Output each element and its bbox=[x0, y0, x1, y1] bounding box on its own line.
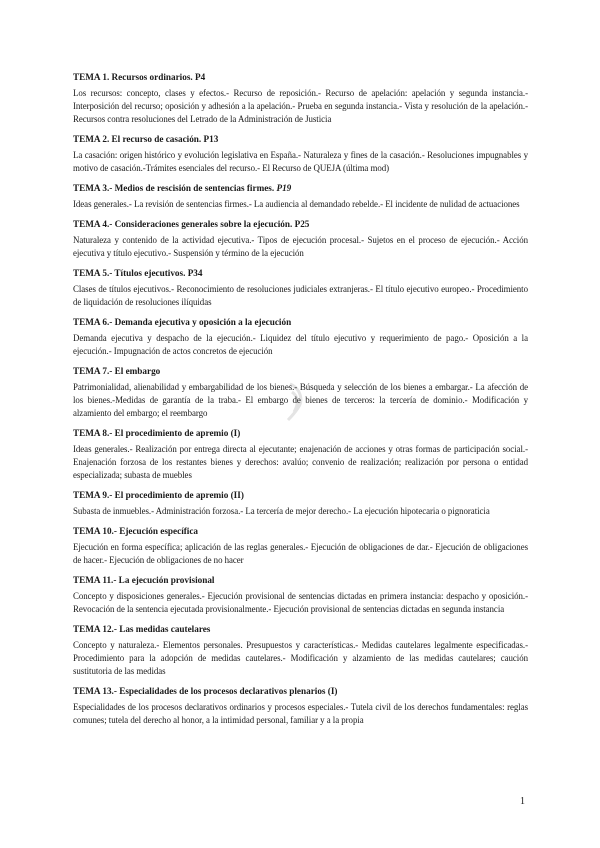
tema-4-title bbox=[73, 217, 528, 231]
tema-12-title bbox=[73, 622, 528, 636]
tema-5-title bbox=[73, 266, 528, 280]
tema-4-body: Naturaleza y contenido de la actividad ejecutiva.- Tipos de ejecución procesal.- Sujetos en el proceso de ejecución.- Acción ejecutiva y título ejecutivo.- Suspensión y término de la ejecución bbox=[73, 235, 528, 258]
tema-4 bbox=[73, 217, 528, 260]
tema-11 bbox=[73, 573, 528, 616]
tema-3-title bbox=[73, 181, 528, 195]
tema-3-page-ref: P19 bbox=[276, 183, 292, 193]
tema-2-body: La casación: origen histórico y evolución legislativa en España.- Naturaleza y fines de la casación.- Resoluciones impugnables y motivo de casación.-Trámites esenciales del recurso.- El Recurso de QUEJA (última mod) bbox=[73, 150, 528, 173]
tema-5-title-text: TEMA 5.- Títulos ejecutivos. bbox=[73, 268, 186, 278]
tema-6-title bbox=[73, 315, 528, 329]
tema-11-title bbox=[73, 573, 528, 587]
page-number: 1 bbox=[520, 796, 525, 807]
tema-2-title bbox=[73, 132, 528, 146]
tema-13-title bbox=[73, 684, 528, 698]
tema-12-title-text: TEMA 12.- Las medidas cautelares bbox=[73, 624, 211, 634]
tema-7-title bbox=[73, 364, 528, 378]
tema-9-body: Subasta de inmuebles.- Administración forzosa.- La tercería de mejor derecho.- La ejecución hipotecaria o pignoraticia bbox=[73, 506, 490, 516]
tema-11-body: Concepto y disposiciones generales.- Ejecución provisional de sentencias dictadas en primera instancia: despacho y oposición.- Revocación de la sentencia ejecutada provisionalmente.- Ejecución provisional de sentencias dictadas en segunda instancia bbox=[73, 591, 528, 614]
tema-11-title-text: TEMA 11.- La ejecución provisional bbox=[73, 575, 215, 585]
tema-1-body: Los recursos: concepto, clases y efectos.- Recurso de reposición.- Recurso de apelación: apelación y segunda instancia.- Interposición del recurso; oposición y adhesión a la apelación.- Prueba en segunda instancia.- Vista y resolución de la apelación.- Recursos contra resoluciones del Letrado de la Administración de Justicia bbox=[73, 88, 528, 124]
tema-12-body: Concepto y naturaleza.- Elementos personales. Presupuestos y características.- Medidas cautelares legalmente especificadas.- Procedimiento para la adopción de medidas cautelares.- Modificación y alzamiento de las medidas cautelares; caución sustitutoria de las medidas bbox=[73, 640, 528, 676]
tema-13-title-text: TEMA 13.- Especialidades de los procesos declarativos plenarios (I) bbox=[73, 686, 338, 696]
tema-8-title bbox=[73, 426, 528, 440]
tema-4-title-text: TEMA 4.- Consideraciones generales sobre la ejecución. bbox=[73, 219, 293, 229]
tema-10 bbox=[73, 524, 528, 567]
tema-3 bbox=[73, 181, 528, 211]
tema-5-body: Clases de títulos ejecutivos.- Reconocimiento de resoluciones judiciales extranjeras.- El título ejecutivo europeo.- Procedimiento de liquidación de resoluciones ilíquidas bbox=[73, 284, 528, 307]
tema-5 bbox=[73, 266, 528, 309]
tema-8 bbox=[73, 426, 528, 482]
tema-2-title-text: TEMA 2. El recurso de casación. bbox=[73, 134, 202, 144]
tema-3-title-text: TEMA 3.- Medios de rescisión de sentencias firmes. bbox=[73, 183, 275, 193]
tema-10-body: Ejecución en forma específica; aplicación de las reglas generales.- Ejecución de obligaciones de dar.- Ejecución de obligaciones de hacer.- Ejecución de obligaciones de no hacer bbox=[73, 542, 528, 565]
tema-8-title-text: TEMA 8.- El procedimiento de apremio (I) bbox=[73, 428, 241, 438]
tema-5-page-ref: P34 bbox=[187, 268, 203, 278]
tema-2 bbox=[73, 132, 528, 175]
tema-6-title-text: TEMA 6.- Demanda ejecutiva y oposición a la ejecución bbox=[73, 317, 292, 327]
tema-1-page-ref: P4 bbox=[195, 72, 206, 82]
tema-9-title-text: TEMA 9.- El procedimiento de apremio (II) bbox=[73, 490, 244, 500]
tema-13 bbox=[73, 684, 528, 727]
tema-9-title bbox=[73, 488, 528, 502]
tema-7-title-text: TEMA 7.- El embargo bbox=[73, 366, 161, 376]
tema-13-body: Especialidades de los procesos declarativos ordinarios y procesos especiales.- Tutela civil de los derechos fundamentales: reglas comunes; tutela del derecho al honor, a la intimidad personal, familiar y a la propia bbox=[73, 702, 528, 725]
tema-3-body: Ideas generales.- La revisión de sentencias firmes.- La audiencia al demandado rebelde.- El incidente de nulidad de actuaciones bbox=[73, 199, 520, 209]
tema-1-title-text: TEMA 1. Recursos ordinarios. bbox=[73, 72, 193, 82]
tema-10-title bbox=[73, 524, 528, 538]
tema-10-title-text: TEMA 10.- Ejecución específica bbox=[73, 526, 199, 536]
tema-6 bbox=[73, 315, 528, 358]
tema-12 bbox=[73, 622, 528, 678]
tema-7-body: Patrimonialidad, alienabilidad y embargabilidad de los bienes.- Búsqueda y selección de los bienes a embargar.- La afección de los bienes.-Medidas de garantía de la traba.- El embargo de bienes de terceros: la tercería de dominio.- Modificación y alzamiento del embargo; el reembargo bbox=[73, 382, 528, 418]
tema-2-page-ref: P13 bbox=[203, 134, 219, 144]
tema-6-body: Demanda ejecutiva y despacho de la ejecución.- Liquidez del título ejecutivo y requerimiento de pago.- Oposición a la ejecución.- Impugnación de actos concretos de ejecución bbox=[73, 333, 528, 356]
tema-1 bbox=[73, 70, 528, 126]
tema-9 bbox=[73, 488, 528, 518]
tema-1-title bbox=[73, 70, 528, 84]
tema-4-page-ref: P25 bbox=[294, 219, 310, 229]
tema-8-body: Ideas generales.- Realización por entrega directa al ejecutante; enajenación de acciones y otras formas de participación social.- Enajenación forzosa de los restantes bienes y derechos: avalúo; convenio de realización; realización por persona o entidad especializada; subasta de muebles bbox=[73, 444, 528, 480]
watermark-mark bbox=[286, 382, 308, 422]
